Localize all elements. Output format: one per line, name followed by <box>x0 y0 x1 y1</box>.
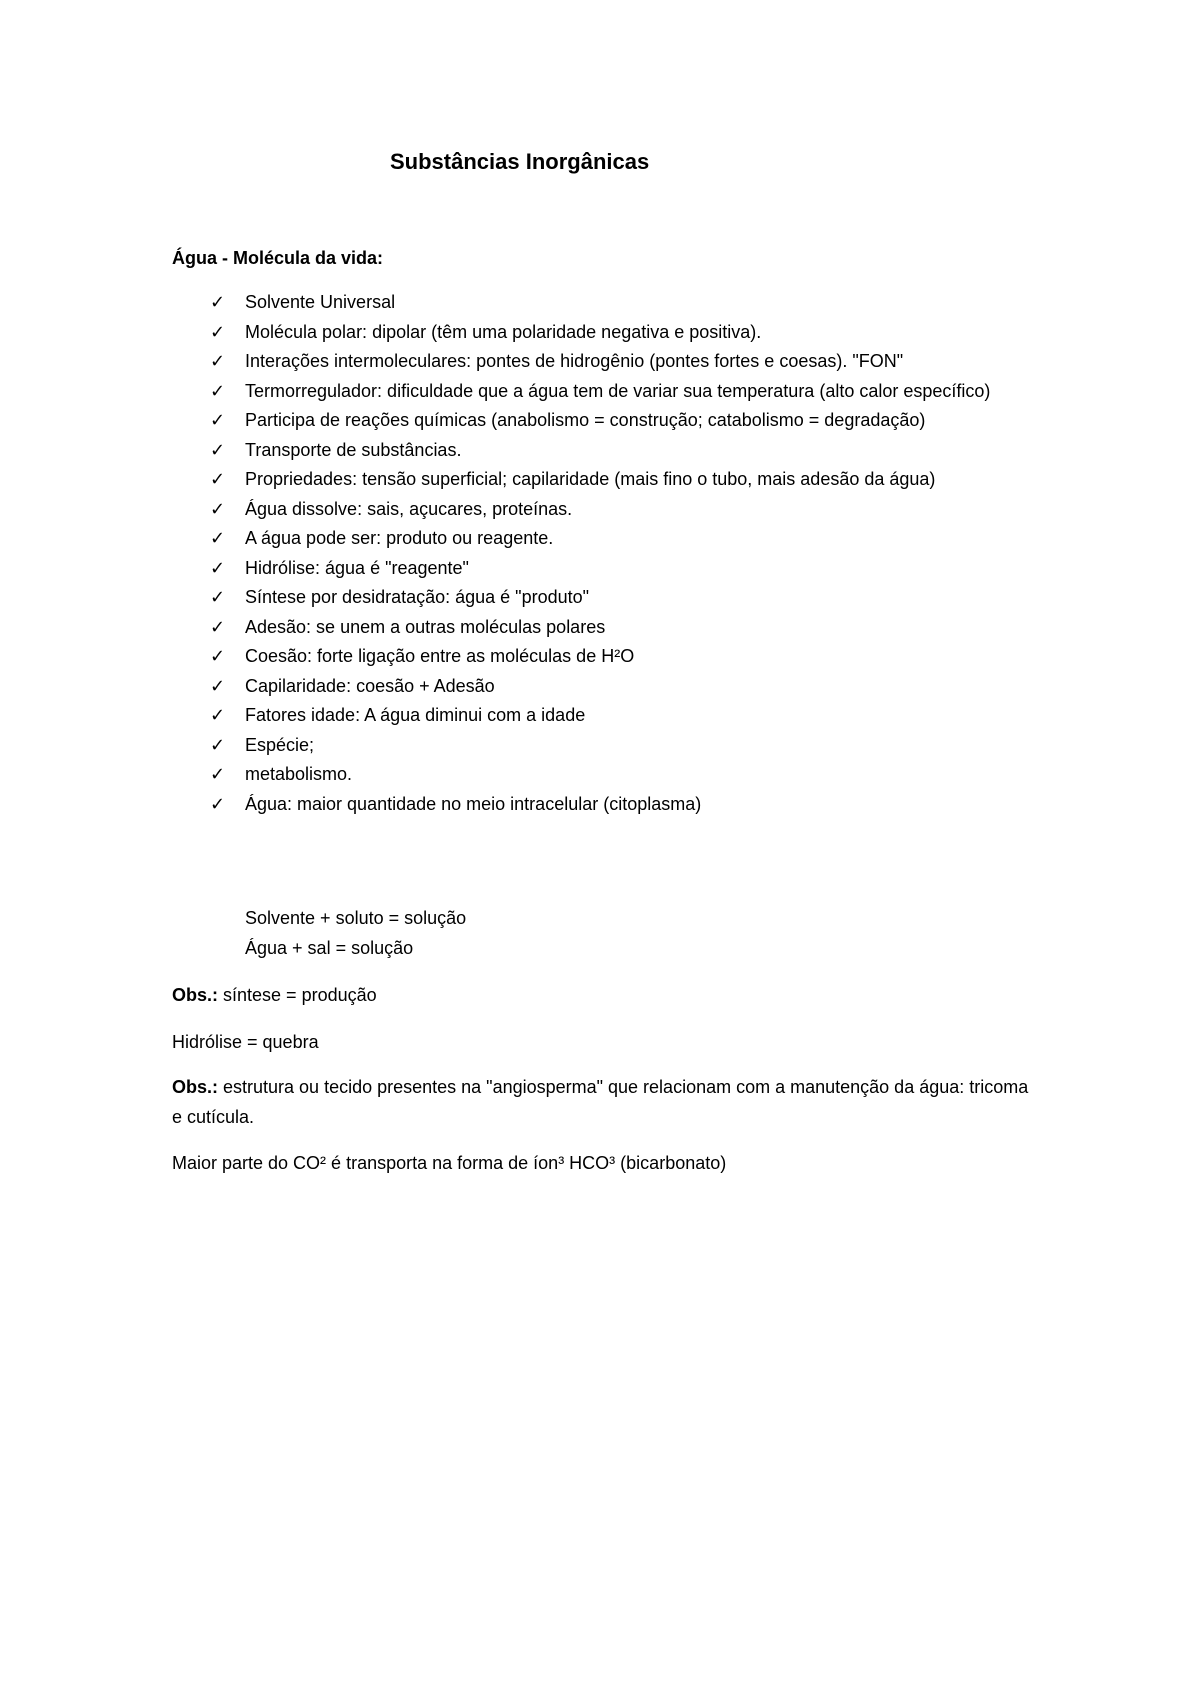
checkmark-icon: ✓ <box>210 498 226 520</box>
list-item <box>210 524 1050 554</box>
checkmark-icon: ✓ <box>210 764 226 785</box>
list-item <box>210 583 1050 613</box>
hydrolysis-note: Hidrólise = quebra <box>172 1032 319 1052</box>
list-item <box>210 288 1050 318</box>
list-item <box>210 701 1050 731</box>
checkmark-icon: ✓ <box>210 557 226 579</box>
obs-label: Obs.: <box>172 985 219 1005</box>
list-item <box>210 465 1050 495</box>
checkmark-icon: ✓ <box>210 793 226 815</box>
checkmark-icon: ✓ <box>210 705 226 726</box>
list-item-text: Coesão: forte ligação entre as moléculas de H²O <box>245 646 635 666</box>
checkmark-icon: ✓ <box>210 380 226 402</box>
equations-block <box>245 904 466 963</box>
list-item-text: Adesão: se unem a outras moléculas polares <box>245 616 606 637</box>
checkmark-icon: ✓ <box>210 675 226 697</box>
list-item-text: Hidrólise: água é "reagente" <box>245 557 469 578</box>
checkmark-icon: ✓ <box>210 469 226 490</box>
page-title: Substâncias Inorgânicas <box>390 149 650 174</box>
equation-line: Água + sal = solução <box>245 937 414 958</box>
list-item-text: Capilaridade: coesão + Adesão <box>245 675 495 696</box>
list-item-text: Termorregulador: dificuldade que a água tem de variar sua temperatura (alto calor específico) <box>245 380 991 401</box>
list-item-text: Interações intermoleculares: pontes de hidrogênio (pontes fortes e coesas). "FON" <box>245 351 904 371</box>
list-item <box>210 406 1050 436</box>
checkmark-icon: ✓ <box>210 439 226 461</box>
equation-line: Solvente + soluto = solução <box>245 908 467 928</box>
list-item-text: Propriedades: tensão superficial; capilaridade (mais fino o tubo, mais adesão da água) <box>245 469 936 489</box>
list-item-text: Molécula polar: dipolar (têm uma polaridade negativa e positiva). <box>245 321 762 342</box>
checkmark-icon: ✓ <box>210 616 226 638</box>
list-item <box>210 790 1050 820</box>
list-item <box>210 436 1050 466</box>
list-item-text: Participa de reações químicas (anabolismo = construção; catabolismo = degradação) <box>245 410 926 430</box>
list-item-text: Água: maior quantidade no meio intracelular (citoplasma) <box>245 793 702 814</box>
obs-text: estrutura ou tecido presentes na "angiosperma" que relacionam com a manutenção da água: tricoma e cutícula. <box>172 1077 1029 1127</box>
co2-transport-note: Maior parte do CO² é transporta na forma de íon³ HCO³ (bicarbonato) <box>172 1153 727 1173</box>
checkmark-icon: ✓ <box>210 646 226 667</box>
checkmark-icon: ✓ <box>210 292 226 313</box>
obs-text: síntese = produção <box>218 985 377 1005</box>
obs-angiosperm-note <box>172 1073 1032 1132</box>
list-item-text: Espécie; <box>245 734 315 755</box>
list-item-text: metabolismo. <box>245 764 353 784</box>
list-item <box>210 613 1050 643</box>
list-item <box>210 347 1050 377</box>
checkmark-icon: ✓ <box>210 587 226 608</box>
list-item <box>210 554 1050 584</box>
checkmark-icon: ✓ <box>210 528 226 549</box>
checkmark-icon: ✓ <box>210 321 226 343</box>
list-item-text: Transporte de substâncias. <box>245 439 462 460</box>
checkmark-icon: ✓ <box>210 351 226 372</box>
checklist <box>210 288 1050 819</box>
obs-label: Obs.: <box>172 1077 219 1097</box>
checkmark-icon: ✓ <box>210 410 226 431</box>
list-item-text: Síntese por desidratação: água é "produto" <box>245 587 590 607</box>
list-item-text: Fatores idade: A água diminui com a idade <box>245 705 586 725</box>
list-item <box>210 377 1050 407</box>
list-item <box>210 760 1050 790</box>
checkmark-icon: ✓ <box>210 734 226 756</box>
list-item <box>210 642 1050 672</box>
list-item <box>210 672 1050 702</box>
list-item <box>210 318 1050 348</box>
list-item <box>210 495 1050 525</box>
list-item-text: Água dissolve: sais, açucares, proteínas. <box>245 498 573 519</box>
section-heading: Água - Molécula da vida: <box>172 248 384 268</box>
obs-synthesis-note <box>172 981 1032 1011</box>
list-item <box>210 731 1050 761</box>
list-item-text: A água pode ser: produto ou reagente. <box>245 528 554 548</box>
list-item-text: Solvente Universal <box>245 292 396 312</box>
